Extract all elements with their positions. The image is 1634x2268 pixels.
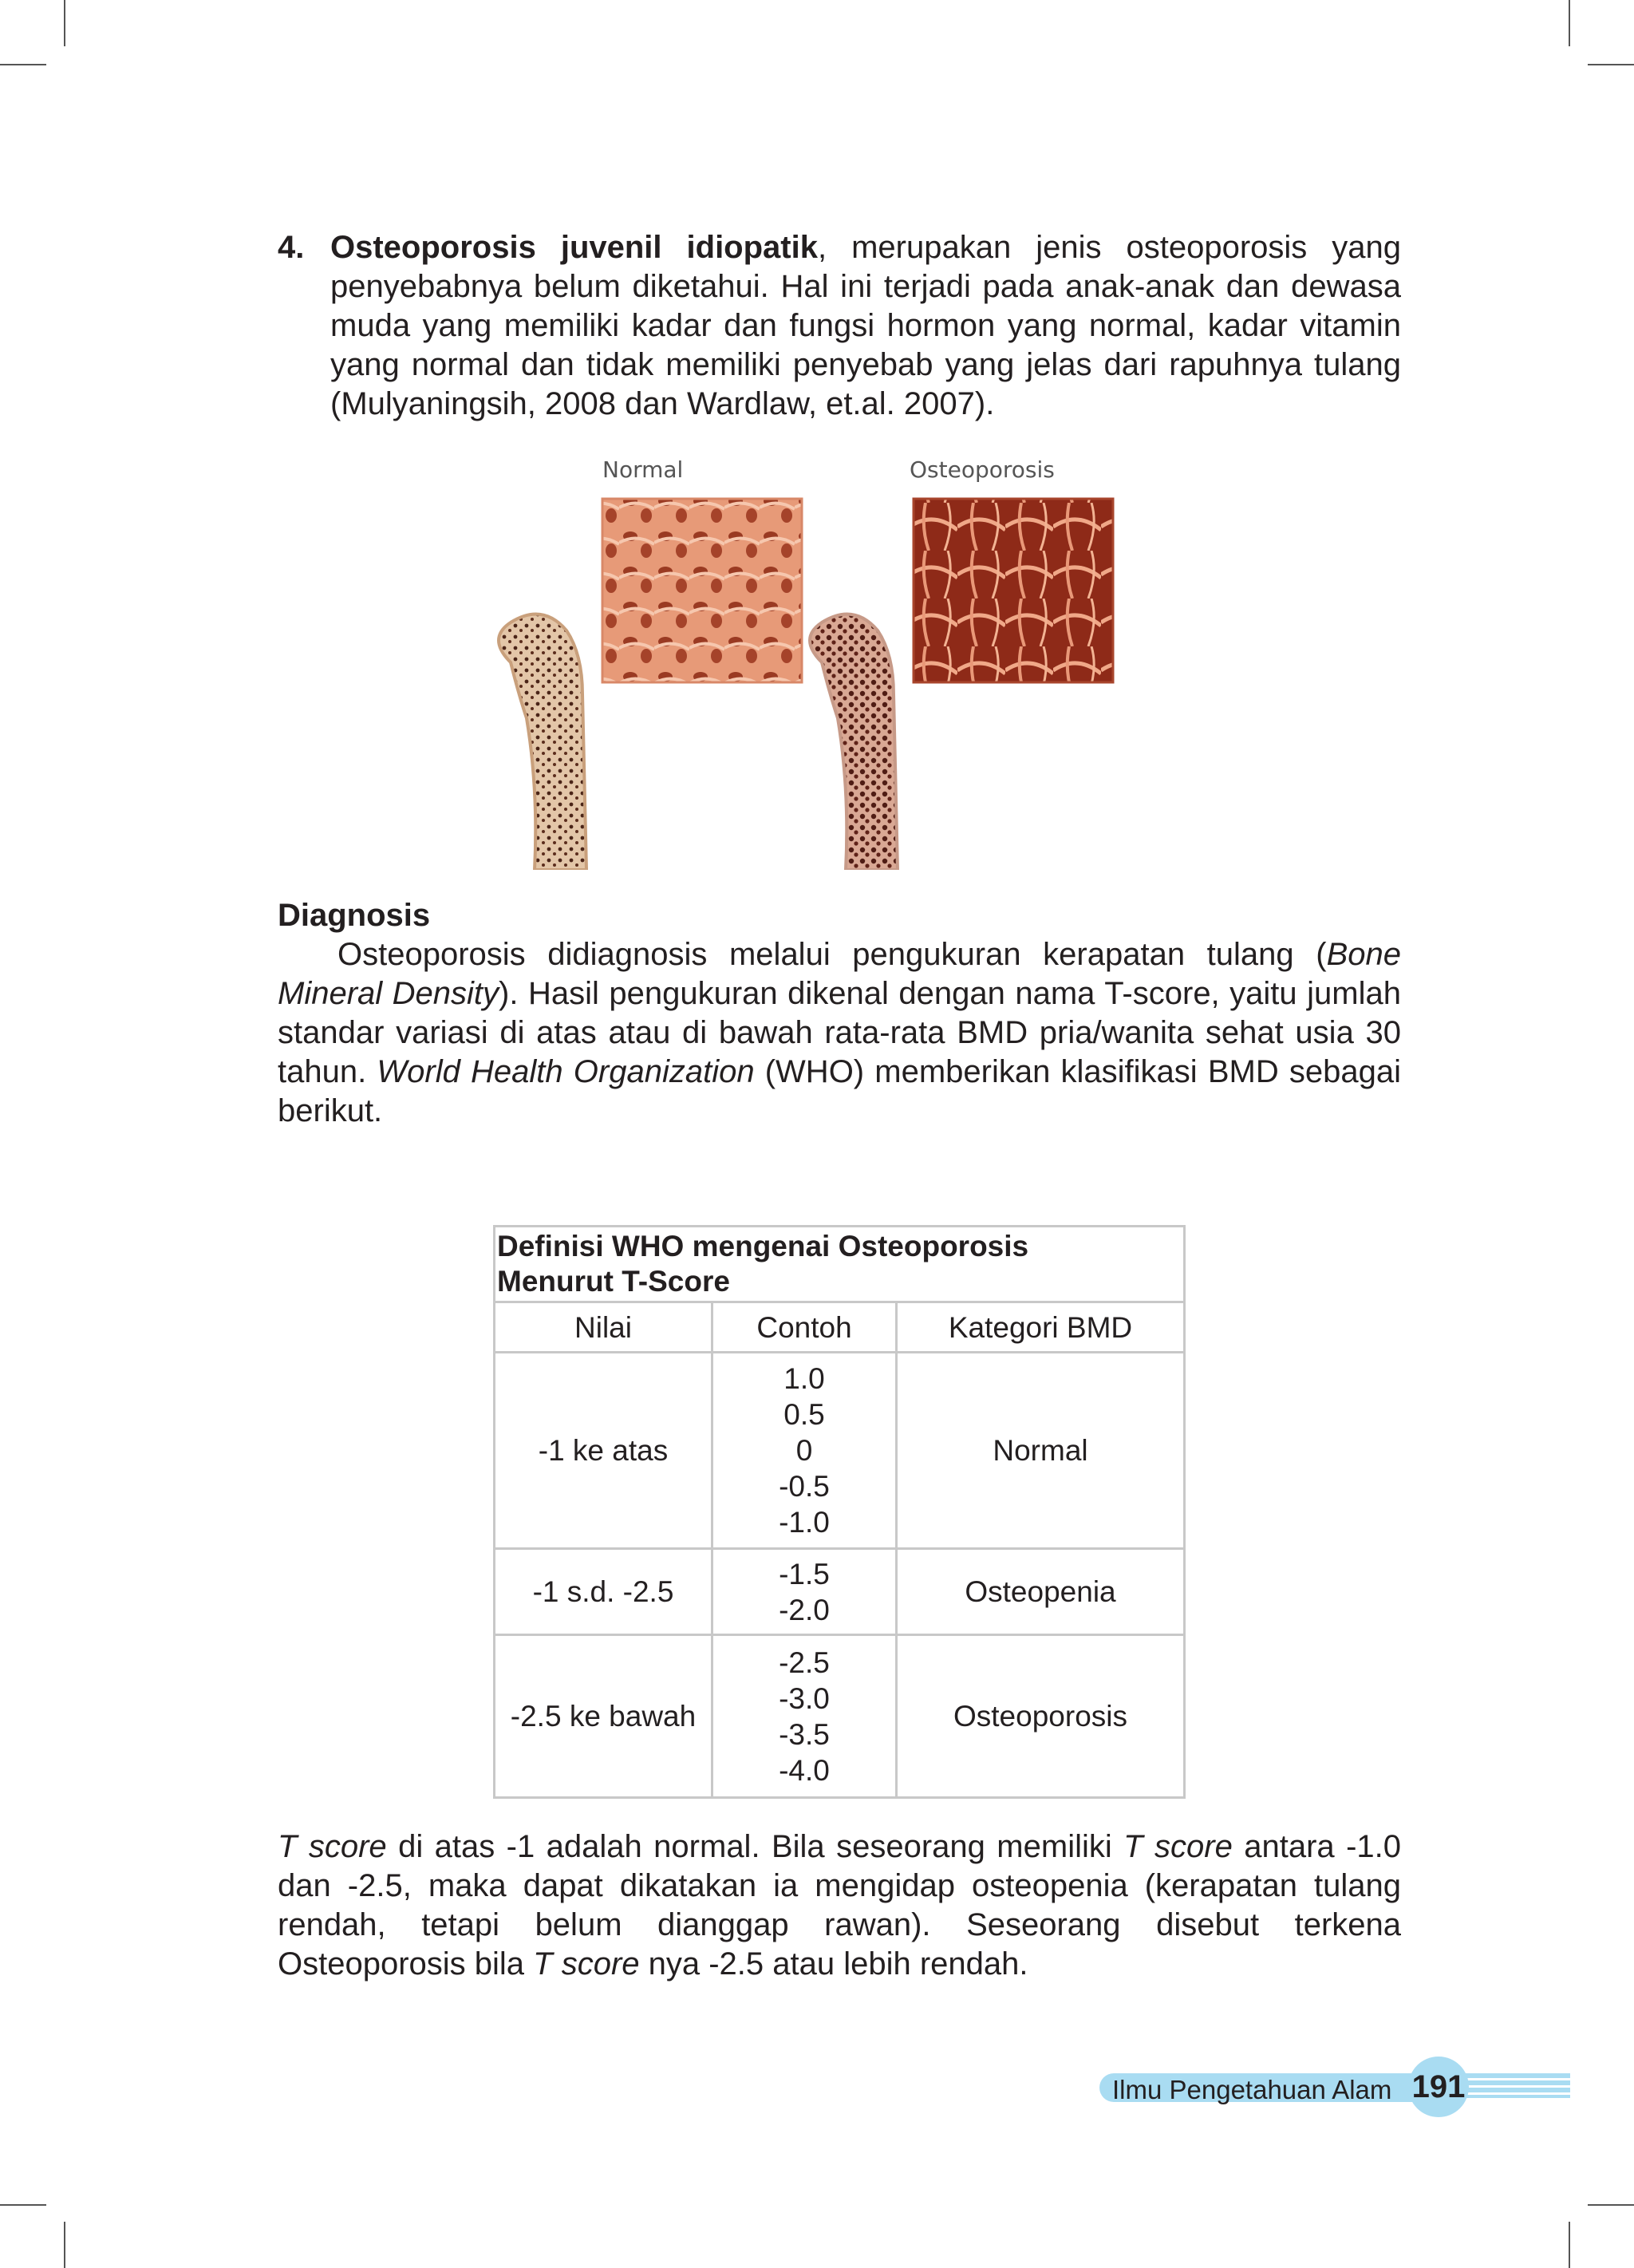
text-run: antara -1.0 dan -2.5, maka dapat dikatakan ia mengidap osteopenia (kerapatan tulang rendah, tetapi belum dianggap rawan). Seseorang disebut terkena Osteoporosis bila (278, 1829, 1402, 1982)
contoh-value: -2.5 (779, 1646, 830, 1679)
crop-mark (64, 0, 65, 46)
table-caption (495, 1227, 1185, 1302)
bone-comparison-figure (479, 455, 1133, 870)
crop-mark (0, 64, 46, 65)
italic-term: T score (1123, 1829, 1233, 1864)
footer-subject: Ilmu Pengetahuan Alam (1112, 2075, 1392, 2104)
contoh-value: 0 (795, 1434, 813, 1467)
italic-term: T score (533, 1946, 640, 1982)
crop-mark (64, 2222, 65, 2268)
contoh-cell (712, 1549, 897, 1635)
contoh-value: -4.0 (779, 1753, 830, 1787)
caption-line: Definisi WHO mengenai Osteoporosis (497, 1230, 1029, 1262)
crop-mark (1569, 0, 1570, 46)
table-row (495, 1353, 1185, 1549)
list-number: 4. (278, 230, 305, 265)
contoh-value: -0.5 (779, 1470, 830, 1503)
crop-mark (1569, 2222, 1570, 2268)
osteoporosis-femur-illustration (810, 614, 898, 870)
list-item-4 (278, 228, 1401, 424)
kategori-cell: Normal (897, 1353, 1185, 1549)
italic-term: T score (278, 1829, 387, 1864)
osteoporosis-bone-closeup (914, 499, 1113, 682)
diagnosis-paragraph (278, 935, 1401, 1131)
crop-mark (1588, 64, 1634, 65)
list-item-text (330, 228, 1401, 424)
nilai-cell: -1 ke atas (495, 1353, 712, 1549)
page-number: 191 (1408, 2057, 1469, 2117)
text-run: ). Hasil pengukuran dikenal dengan nama T-score, yaitu jumlah standar variasi di atas atau di bawah rata-rata BMD pria/wanita sehat usia 30 tahun. (278, 976, 1401, 1089)
nilai-cell: -2.5 ke bawah (495, 1635, 712, 1798)
contoh-value: 0.5 (783, 1398, 825, 1431)
contoh-value: -2.0 (779, 1593, 830, 1626)
contoh-value: -3.5 (779, 1717, 830, 1751)
table-row (495, 1549, 1185, 1635)
tscore-explanation-paragraph (278, 1827, 1401, 1984)
kategori-cell: Osteoporosis (897, 1635, 1185, 1798)
section-heading: Diagnosis (278, 898, 431, 933)
text-run: nya -2.5 atau lebih rendah. (639, 1946, 1028, 1982)
nilai-cell: -1 s.d. -2.5 (495, 1549, 712, 1635)
contoh-cell (712, 1353, 897, 1549)
kategori-cell: Osteopenia (897, 1549, 1185, 1635)
normal-femur-illustration (499, 614, 586, 870)
italic-term: World Health Organization (377, 1054, 755, 1089)
column-header: Kategori BMD (897, 1302, 1185, 1353)
contoh-value: -3.0 (779, 1681, 830, 1715)
table-row (495, 1635, 1185, 1798)
crop-mark (1588, 2204, 1634, 2206)
who-tscore-table (493, 1225, 1186, 1799)
contoh-value: -1.0 (779, 1506, 830, 1539)
item-description: , merupakan jenis osteoporosis yang penyebabnya belum diketahui. Hal ini terjadi pada anak-anak dan dewasa muda yang memiliki kadar dan fungsi hormon yang normal, kadar vitamin yang normal dan tidak memiliki penyebab yang jelas dari rapuhnya tulang (Mulyaningsih, 2008 dan Wardlaw, et.al. 2007). (330, 230, 1401, 421)
text-run: (WHO) memberikan klasifikasi BMD sebagai berikut. (278, 1054, 1401, 1128)
figure-label-normal: Normal (602, 456, 684, 483)
contoh-value: 1.0 (783, 1362, 825, 1395)
column-header: Nilai (495, 1302, 712, 1353)
text-run: Osteoporosis didiagnosis melalui pengukuran kerapatan tulang ( (337, 937, 1327, 972)
normal-bone-closeup (602, 499, 802, 682)
crop-mark (0, 2204, 46, 2206)
caption-line: Menurut T-Score (497, 1265, 730, 1298)
text-run: di atas -1 adalah normal. Bila seseorang memiliki (386, 1829, 1124, 1864)
figure-label-osteoporosis: Osteoporosis (910, 456, 1055, 483)
term: Osteoporosis juvenil idiopatik (330, 230, 818, 265)
contoh-cell (712, 1635, 897, 1798)
contoh-value: -1.5 (779, 1557, 830, 1590)
column-header: Contoh (712, 1302, 897, 1353)
italic-term: Bone Mineral Density (278, 937, 1401, 1011)
